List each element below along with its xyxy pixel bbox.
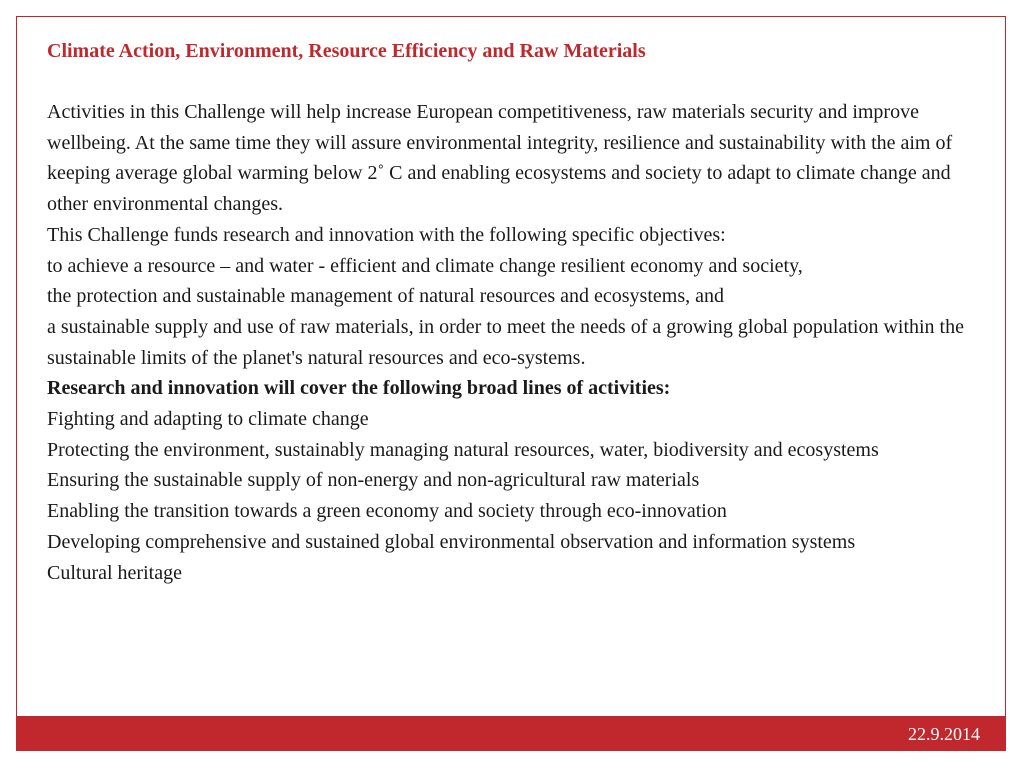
objective-item: to achieve a resource – and water - efficient and climate change resilient economy and society,: [47, 254, 803, 277]
objective-item: the protection and sustainable management of natural resources and ecosystems, and: [47, 285, 724, 308]
activity-item: Fighting and adapting to climate change: [47, 408, 369, 431]
objectives-intro: This Challenge funds research and innovation with the following specific objectives:: [47, 223, 726, 246]
footer-date: 22.9.2014: [908, 724, 980, 744]
activity-item: Protecting the environment, sustainably managing natural resources, water, biodiversity and ecosystems: [47, 438, 879, 461]
activity-item: Developing comprehensive and sustained global environmental observation and information systems: [47, 530, 856, 553]
activity-item: Enabling the transition towards a green economy and society through eco-innovation: [47, 500, 727, 523]
slide-title: Climate Action, Environment, Resource Efficiency and Raw Materials: [47, 40, 646, 62]
activities-heading: Research and innovation will cover the following broad lines of activities:: [47, 377, 671, 400]
footer-bar: [16, 716, 1006, 751]
objective-item: a sustainable supply and use of raw materials, in order to meet the needs of a growing global population within the sustainable limits of the planet's natural resources and eco-systems.: [47, 315, 964, 369]
activity-item: Ensuring the sustainable supply of non-energy and non-agricultural raw materials: [47, 469, 700, 492]
intro-paragraph: Activities in this Challenge will help increase European competitiveness, raw materials security and improve wellbeing. At the same time they will assure environmental integrity, resilience and sustainability with the aim of keeping average global warming below 2˚ C and enabling ecosystems and society to adapt to climate change and other environmental changes.: [47, 101, 953, 216]
activity-item: Cultural heritage: [47, 561, 182, 584]
slide-content: [47, 36, 987, 588]
